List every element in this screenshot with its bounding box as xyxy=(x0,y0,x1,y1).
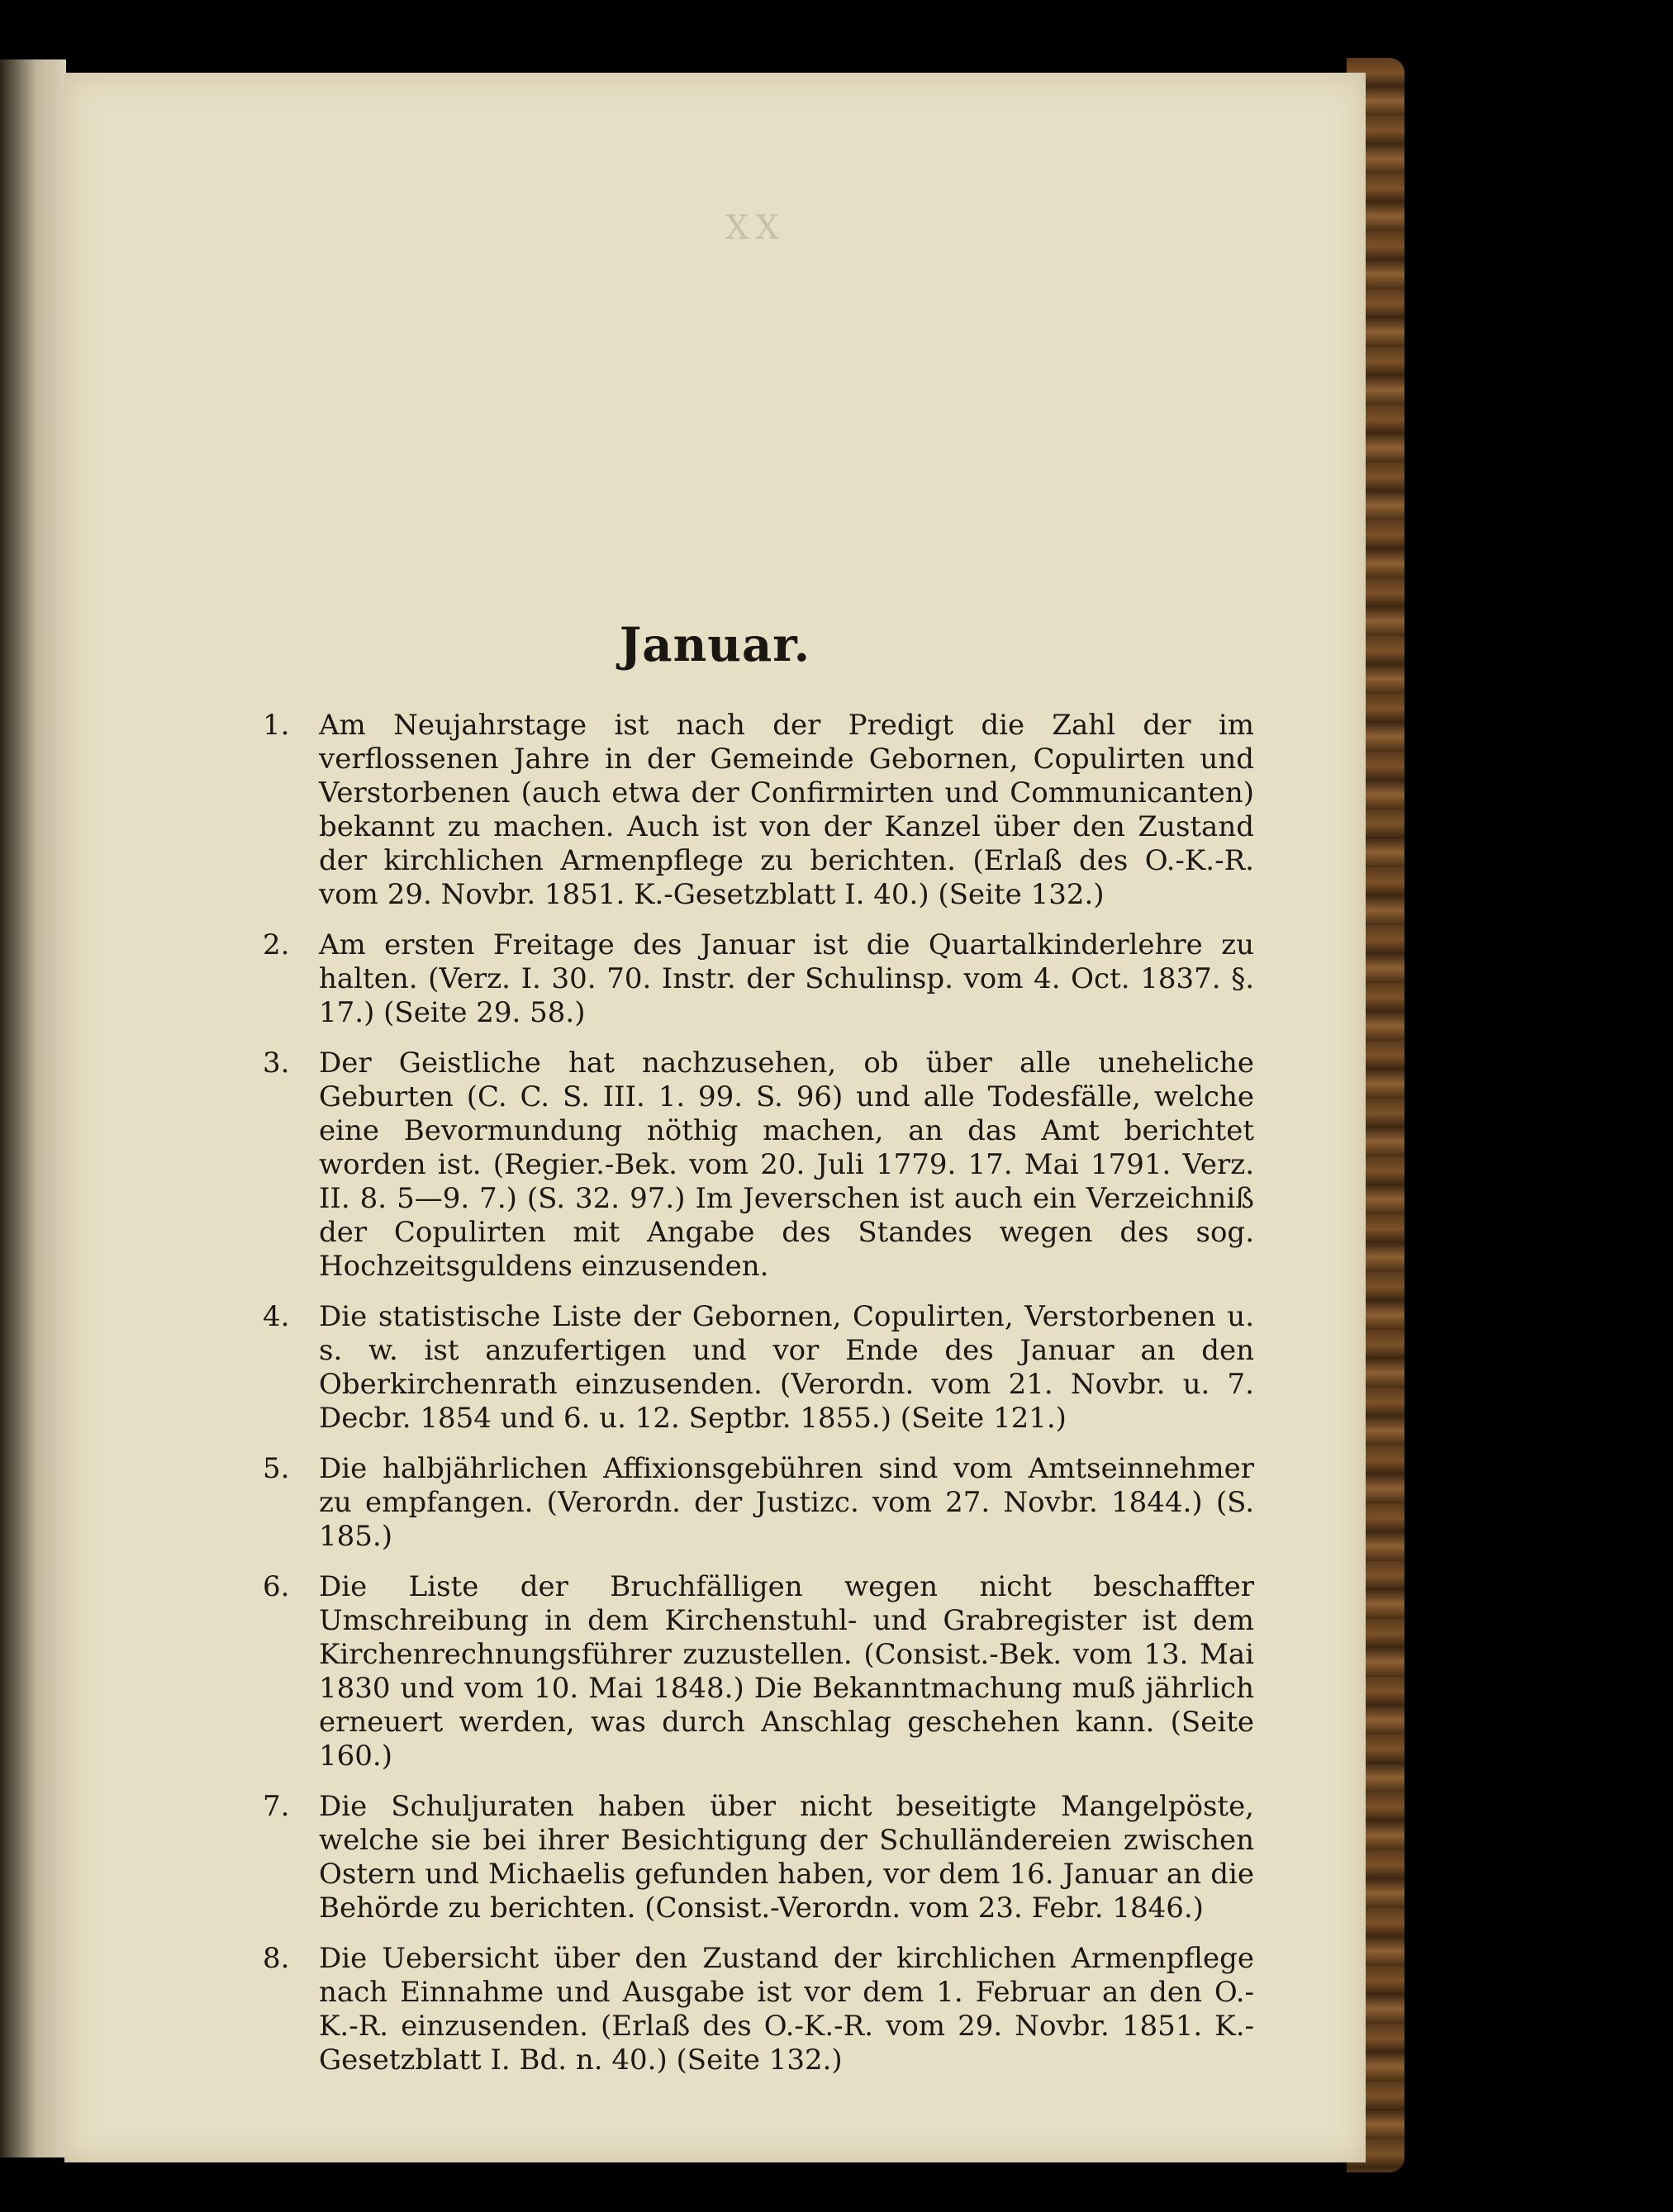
list-item xyxy=(263,1790,1254,1925)
entry-number: 3. xyxy=(263,1047,290,1080)
entry-number: 8. xyxy=(263,1942,290,1975)
list-item xyxy=(263,709,1254,912)
entry-number: 4. xyxy=(263,1300,290,1333)
entry-number: 5. xyxy=(263,1452,290,1485)
list-item xyxy=(263,1047,1254,1284)
list-item xyxy=(263,1570,1254,1773)
book-page xyxy=(64,73,1366,2162)
entry-list xyxy=(263,709,1254,2094)
entry-text: Die Schuljuraten haben über nicht beseitigte Mangelpöste, welche sie bei ihrer Besichtigung der Schulländereien zwischen Ostern und Michaelis gefunden haben, vor dem 16. Januar an die Behörde zu berichten. (Consist.-Verordn. vom 23. Febr. 1846.) xyxy=(319,1790,1254,1925)
entry-text: Am Neujahrstage ist nach der Predigt die Zahl der im verflossenen Jahre in der Gemeinde Gebornen, Copulirten und Verstorbenen (auch etwa der Confirmirten und Communicanten) bekannt zu machen. Auch ist von der Kanzel über den Zustand der kirchlichen Armenpflege zu berichten. (Erlaß des O.-K.-R. vom 29. Novbr. 1851. K.-Gesetzblatt I. 40.) (Seite 132.) xyxy=(319,709,1254,911)
list-item xyxy=(263,1452,1254,1554)
entry-text: Der Geistliche hat nachzusehen, ob über alle uneheliche Geburten (C. C. S. III. 1. 99. S. 96) und alle Todesfälle, welche eine Bevormundung nöthig machen, an das Amt berichtet worden ist. (Regier.-Bek. vom 20. Juli 1779. 17. Mai 1791. Verz. II. 8. 5—9. 7.) (S. 32. 97.) Im Jeverschen ist auch ein Verzeichniß der Copulirten mit Angabe des Standes wegen des sog. Hochzeitsguldens einzusenden. xyxy=(319,1047,1254,1283)
entry-text: Die statistische Liste der Gebornen, Copulirten, Verstorbenen u. s. w. ist anzufertigen und vor Ende des Januar an den Oberkirchenrath einzusenden. (Verordn. vom 21. Novbr. u. 7. Decbr. 1854 und 6. u. 12. Septbr. 1855.) (Seite 121.) xyxy=(319,1300,1254,1435)
entry-text: Die Liste der Bruchfälligen wegen nicht beschaffter Umschreibung in dem Kirchenstuhl- und Grabregister ist dem Kirchenrechnungsführer zuzustellen. (Consist.-Bek. vom 13. Mai 1830 und vom 10. Mai 1848.) Die Bekanntmachung muß jährlich erneuert werden, was durch Anschlag geschehen kann. (Seite 160.) xyxy=(319,1570,1254,1773)
entry-number: 7. xyxy=(263,1790,290,1823)
left-page-edge xyxy=(0,59,66,2157)
list-item xyxy=(263,1300,1254,1436)
entry-text: Am ersten Freitage des Januar ist die Quartalkinderlehre zu halten. (Verz. I. 30. 70. Instr. der Schulinsp. vom 4. Oct. 1837. §. 17.) (Seite 29. 58.) xyxy=(319,928,1254,1029)
page-number: XX xyxy=(725,209,786,247)
entry-number: 1. xyxy=(263,709,290,742)
entry-text: Die Uebersicht über den Zustand der kirchlichen Armenpflege nach Einnahme und Ausgabe ist vor dem 1. Februar an den O.-K.-R. einzusenden. (Erlaß des O.-K.-R. vom 29. Novbr. 1851. K.-Gesetzblatt I. Bd. n. 40.) (Seite 132.) xyxy=(319,1942,1254,2077)
entry-number: 6. xyxy=(263,1570,290,1603)
list-item xyxy=(263,928,1254,1030)
entry-text: Die halbjährlichen Affixionsgebühren sind vom Amtseinnehmer zu empfangen. (Verordn. der Justizc. vom 27. Novbr. 1844.) (S. 185.) xyxy=(319,1452,1254,1553)
list-item xyxy=(263,1942,1254,2077)
page-title: Januar. xyxy=(619,618,811,672)
entry-number: 2. xyxy=(263,928,290,961)
